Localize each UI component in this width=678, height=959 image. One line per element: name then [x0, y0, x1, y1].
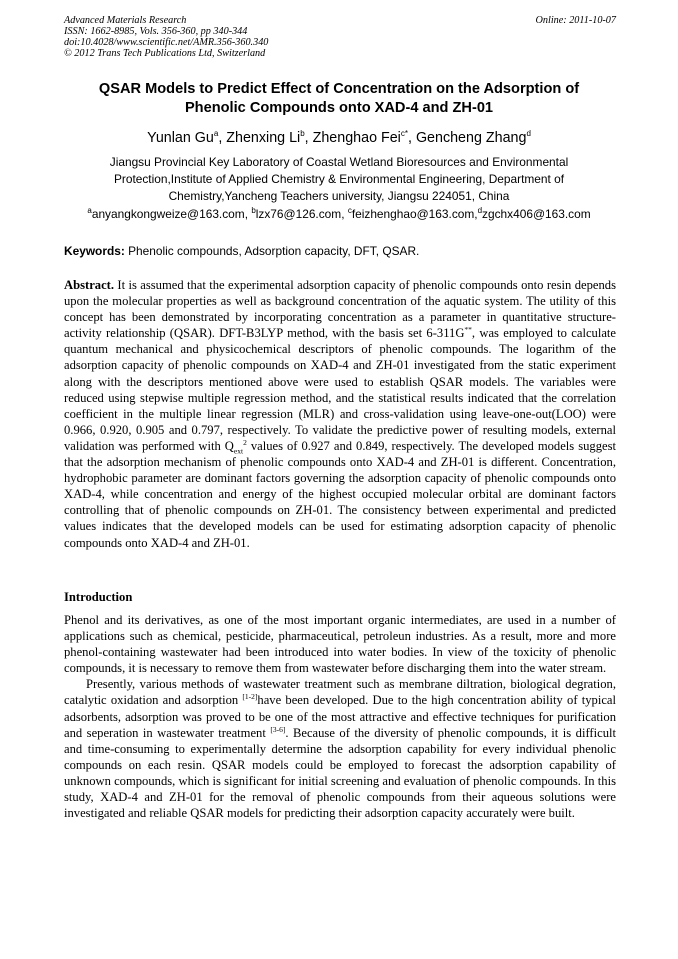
title-line-1: QSAR Models to Predict Effect of Concentration on the Adsorption of — [98, 81, 580, 97]
intro-paragraph-1: Phenol and its derivatives, as one of the most important organic intermediates, are used in a number of applications such as chemical, pesticide, pharmaceutical, petroleun industries. As a result, more and more phenol-containing wastewater had been introduced into water bodies. In view of the toxicity of phenolic compounds, it is necessary to remove them from wastewater before discharging them into the water stream. — [64, 613, 616, 676]
q-squared-superscript: 2 — [243, 437, 247, 447]
author-name: Yunlan Gu — [147, 130, 214, 146]
email-address[interactable]: anyangkongweize@163.com, — [91, 207, 252, 221]
author-affil-mark: a — [213, 129, 219, 139]
title-line-2: Phenolic Compounds onto XAD-4 and ZH-01 — [184, 100, 494, 116]
email-mark: a — [87, 206, 92, 216]
introduction-body — [64, 612, 616, 821]
abstract-label: Abstract. — [64, 278, 115, 292]
paper-title — [40, 80, 638, 118]
author-name: Gencheng Zhang — [415, 130, 527, 146]
affiliation-line-3: Chemistry,Yancheng Teachers university, Jiangsu 224051, China — [168, 189, 510, 203]
affiliation-line-1: Jiangsu Provincial Key Laboratory of Coastal Wetland Bioresources and Environmental — [109, 155, 569, 169]
journal-name: Advanced Materials Research — [64, 15, 187, 26]
online-date: Online: 2011-10-07 — [535, 15, 616, 26]
doi-link[interactable]: doi:10.4028/www.scientific.net/AMR.356-360.340 — [64, 37, 269, 48]
citation-ref[interactable]: [1-2] — [242, 692, 258, 702]
author-name: Zhenghao Fei — [312, 130, 401, 146]
citation-ref[interactable]: [3-6] — [270, 724, 286, 734]
keywords-text: Phenolic compounds, Adsorption capacity, DFT, QSAR. — [124, 244, 420, 258]
journal-header — [64, 15, 268, 59]
keywords — [64, 243, 616, 259]
basis-set-superscript: ** — [464, 325, 472, 335]
intro-paragraph-2 — [64, 676, 616, 821]
keywords-label: Keywords: — [64, 244, 125, 258]
affiliation-line-2: Protection,Institute of Applied Chemistry & Environmental Engineering, Department of — [113, 172, 565, 186]
author-separator: , — [304, 130, 313, 146]
intro-text: have been developed. Due to the high concentration ability of typical adsorbents, adsorption was proved to be one of the most attractive and effective techniques for purification and seperation in wastewater treatment — [64, 693, 616, 740]
intro-text: . Because of the diversity of phenolic compounds, it is difficult and time-consuming to experimentally determine the adsorption capability for every individual phenolic compounds on each resin. QSAR models could be employed to forecast the adsorption capability of unknown compounds, which is significant for initial screening and evaluation of phenolic compounds. In this study, XAD-4 and ZH-01 for the removal of phenolic compounds from their aqueous solutions were investigated and reliable QSAR models for predicting their adsorption capacity accurately were built. — [64, 725, 616, 821]
author-name: Zhenxing Li — [226, 130, 301, 146]
author-affil-mark: b — [300, 129, 305, 139]
abstract — [64, 277, 616, 551]
abstract-text-3: values of 0.927 and 0.849, respectively. The developed models suggest that the adsorption mechanism of phenolic compounds onto XAD-4 and ZH-01 is different. Concentration, hydrophobic parameter are dominant factors governing the adsorption capacity of phenolic compounds onto XAD-4, while concentration and energy of the highest occupied molecular orbital are dominant factors controlling that of phenolic compounds on ZH-01. The consistency between experimental and predicted values indicates that the developed models can be used for estimating adsorption capacity of phenolic compounds onto XAD-4 and ZH-01. — [64, 438, 616, 550]
email-address[interactable]: lzx76@126.com, — [255, 207, 348, 221]
author-affil-mark: d — [526, 129, 531, 139]
issn-line: ISSN: 1662-8985, Vols. 356-360, pp 340-344 — [64, 26, 248, 37]
author-list — [40, 129, 638, 147]
email-mark: d — [477, 206, 483, 216]
section-heading-introduction: Introduction — [64, 590, 133, 604]
email-address[interactable]: zgchx406@163.com — [482, 207, 591, 221]
copyright-line: © 2012 Trans Tech Publications Ltd, Switzerland — [64, 48, 266, 59]
author-emails — [40, 206, 638, 223]
abstract-text-1: It is assumed that the experimental adsorption capacity of phenolic compounds onto resin depends upon the molecular properties as well as background concentration of the aquatic system. The utility of this concept has been demonstrated by incorporating concentration as a parameter in quantitative structure-activity relationship (QSAR). DFT-B3LYP method, with the basis set 6-311G — [64, 278, 616, 341]
author-separator: , — [407, 130, 416, 146]
email-address[interactable]: feizhenghao@163.com, — [351, 207, 478, 221]
author-separator: , — [218, 130, 227, 146]
affiliation — [40, 154, 638, 205]
intro-text: Presently, various methods of wastewater treatment such as membrane diltration, biological degration, catalytic oxidation and adsorption — [64, 677, 616, 708]
author-affil-mark: c* — [400, 129, 408, 139]
abstract-text-2: , was employed to calculate quantum mechanical and physicochemical descriptors of phenolic compounds. The logarithm of the adsorption capacity of phenolic compounds on XAD-4 and ZH-01 investigated from the static experiment along with the descriptors mentioned above were used to establish QSAR models. The variables were reduced using stepwise multiple regression method, and the statistical results indicated that the correlation coefficient in the multiple linear regression (MLR) and cross-validation using leave-one-out(LOO) were 0.966, 0.920, 0.905 and 0.797, respectively. To validate the predictive power of resulting models, external validation was performed with Q — [64, 326, 617, 453]
email-mark: c — [347, 206, 352, 216]
q-ext-subscript: ext — [233, 446, 244, 456]
email-mark: b — [251, 206, 256, 216]
